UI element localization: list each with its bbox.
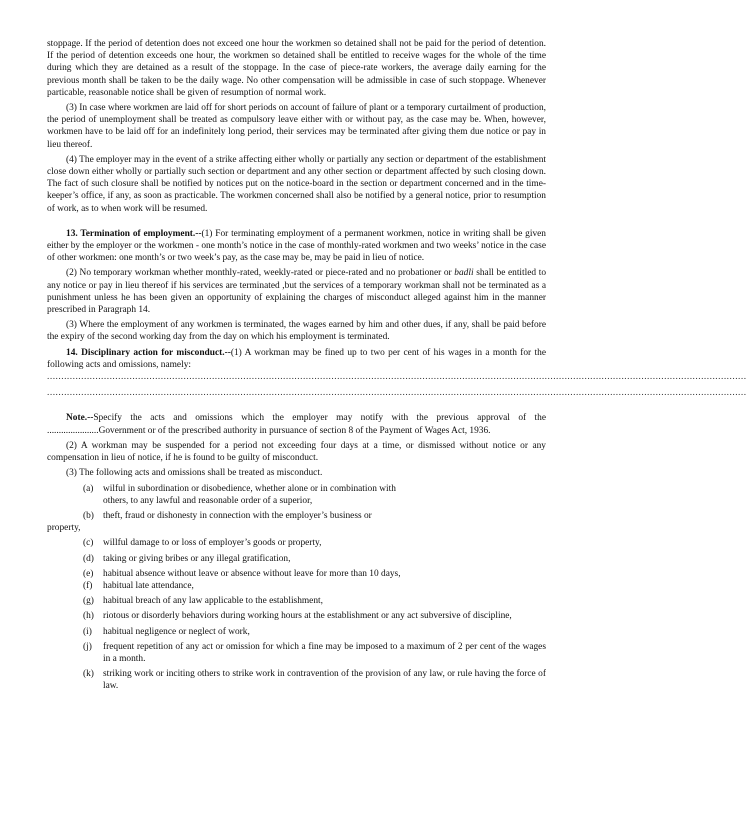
section-14-misconduct bbox=[47, 347, 546, 371]
dotted-line-2: ...................................................................................................................................................................................................................................................... bbox=[47, 388, 747, 399]
list-item-j bbox=[47, 641, 546, 665]
list-item-label: (c) bbox=[83, 538, 94, 549]
section-13-text: (1) For terminating employment of a permanent workmen, notice in writing shall be given either by the employer or the workmen - one month’s notice in the case of monthly-rated workmen and two weeks’ notice in the case of other workmen: one month’s or two week’s pay, as the case may be, may be paid in lieu of notice. bbox=[47, 228, 546, 264]
list-item-text: habitual negligence or neglect of work, bbox=[103, 626, 250, 637]
list-item-text: striking work or inciting others to strike work in contravention of the provision of any law, or rule having the force of law. bbox=[103, 669, 546, 692]
paragraph-stoppage: stoppage. If the period of detention does not exceed one hour the workmen so detained shall not be paid for the period of detention. If the period of detention exceeds one hour, the workmen so detained shall be entitled to receive wages for the whole of the time during which they are detained as a result of the stoppage. In the case of piece-rate workers, the average daily earning for the previous month shall be taken to be the daily wage. No other compensation will be admissible in case of such stoppage. Whenever particable, reasonable notice shall be given of resumption of normal work. bbox=[47, 39, 546, 98]
list-item-text: taking or giving bribes or any illegal gratification, bbox=[103, 553, 291, 564]
list-item-a bbox=[47, 483, 546, 507]
section-13-para-2-italic: badli bbox=[454, 268, 474, 279]
list-item-text: willful damage to or loss of employer’s goods or property, bbox=[103, 538, 322, 549]
list-item-text: wilful in subordination or disobedience, whether alone or in combination with others, to any lawful and reasonable order of a superior, bbox=[103, 483, 396, 506]
list-item-label: (f) bbox=[83, 580, 93, 591]
list-item-label: (h) bbox=[83, 611, 94, 622]
section-14-para-2: (2) A workman may be suspended for a period not exceeding four days at a time, or dismissed without notice or any compensation in lieu of notice, if he is found to be guilty of misconduct. bbox=[47, 440, 546, 464]
list-item-text: habitual late attendance, bbox=[103, 580, 194, 591]
list-item-label: (k) bbox=[83, 669, 94, 680]
list-item-c bbox=[47, 537, 546, 549]
list-item-g bbox=[47, 595, 546, 607]
misconduct-list bbox=[47, 483, 546, 693]
section-13-para-3: (3) Where the employment of any workmen is terminated, the wages earned by him and other dues, if any, shall be paid before the expiry of the second working day from the day on which his employment is terminated. bbox=[47, 320, 546, 343]
list-item-b bbox=[47, 510, 546, 522]
note-text: Specify the acts and omissions which the employer may notify with the previous approval of the ......................Government or of the prescribed authority in pursuance of section 8 of the Payment of Wages Act, 1936. bbox=[47, 413, 546, 436]
section-14-text: (1) A workman may be fined up to two per cent of his wages in a month for the following acts and omissions, namely: bbox=[47, 347, 546, 370]
list-item-b-continuation: property, bbox=[47, 523, 81, 534]
list-item-i bbox=[47, 626, 546, 638]
list-item-label: (e) bbox=[83, 568, 94, 579]
section-13-para-2-before: (2) No temporary workman whether monthly-rated, weekly-rated or piece-rated and no probationer or bbox=[66, 268, 455, 279]
list-item-text: theft, fraud or dishonesty in connection with the employer’s business or bbox=[103, 510, 372, 521]
list-item-label: (a) bbox=[83, 483, 94, 494]
list-item-e bbox=[47, 568, 546, 580]
paragraph-strike-closure: (4) The employer may in the event of a strike affecting either wholly or partially any section or department of the establishment close down either wholly or partially such section or department and any other section or department affected by such closing down. The fact of such closure shall be notified by notices put on the notice-board in the section or department concerned and in the time-keeper’s office, if any, as soon as practicable. The workmen concerned shall also be notified by a general notice, prior to resumption of work, as to when work will be resumed. bbox=[47, 154, 546, 214]
list-item-label: (i) bbox=[83, 626, 92, 637]
section-13-termination bbox=[47, 228, 546, 265]
list-item-text: habitual breach of any law applicable to the establishment, bbox=[103, 596, 323, 607]
list-item-text: riotous or disorderly behaviors during working hours at the establishment or any act subversive of discipline, bbox=[103, 611, 512, 622]
list-item-label: (j) bbox=[83, 641, 92, 652]
list-item-text: frequent repetition of any act or omission for which a fine may be imposed to a maximum of 2 per cent of the wages in a month. bbox=[103, 641, 546, 664]
document-page bbox=[47, 38, 747, 693]
list-item-text: habitual absence without leave or absence without leave for more than 10 days, bbox=[103, 568, 401, 579]
section-13-para-2 bbox=[47, 267, 546, 316]
list-item-d bbox=[47, 553, 546, 565]
list-item-f bbox=[47, 580, 546, 592]
list-item-label: (d) bbox=[83, 553, 94, 564]
note-paragraph bbox=[47, 412, 546, 436]
list-item-label: (g) bbox=[83, 596, 94, 607]
list-item-h bbox=[47, 610, 546, 622]
list-item-k bbox=[47, 668, 546, 692]
dotted-line-1: ...................................................................................................................................................................................................................................................... bbox=[47, 372, 747, 383]
note-label: Note.-- bbox=[66, 413, 94, 424]
paragraph-layoff: (3) In case where workmen are laid off for short periods on account of failure of plant or a temporary curtailment of production, the period of unemployment shall be treated as compulsory leave either with or without pay, as the case may be. When, however, workmen have to be laid off for an indefinitely long period, their services may be terminated after giving them due notice or pay in lieu thereof. bbox=[47, 103, 546, 150]
section-14-para-3: (3) The following acts and omissions shall be treated as misconduct. bbox=[66, 468, 323, 479]
list-item-label: (b) bbox=[83, 510, 94, 521]
section-13-heading: 13. Termination of employment.-- bbox=[66, 228, 202, 239]
section-13-para-2-after: shall be entitled to any notice or pay in lieu thereof if his services are terminated ,but the services of a temporary workman shall not be terminated as a punishment unless he has been given an opportunity of explaining the charges of misconduct alleged against him in the manner prescribed in Paragraph 14. bbox=[47, 268, 547, 316]
section-14-heading: 14. Disciplinary action for misconduct.-- bbox=[66, 347, 231, 358]
